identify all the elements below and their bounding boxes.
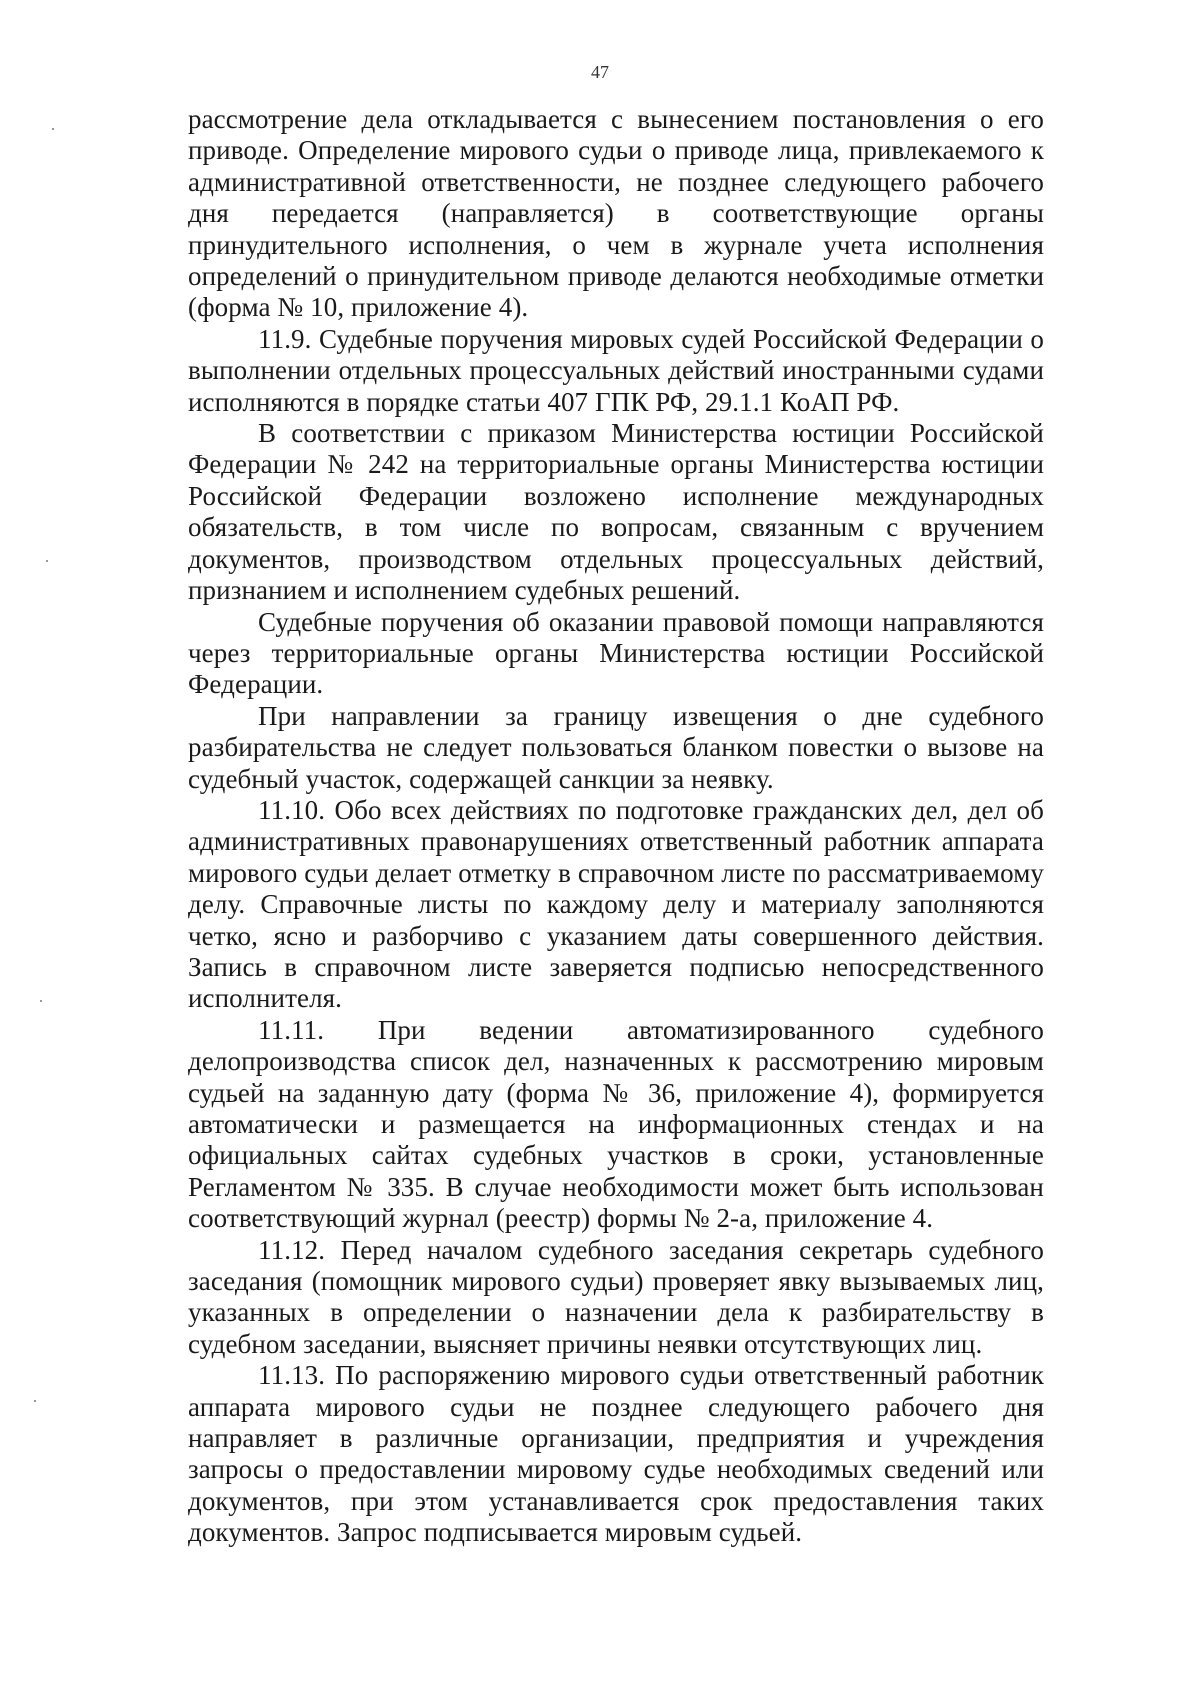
paragraph-legal-assistance: Судебные поручения об оказании правовой помощи направляются через территориальные органы Министерства юстиции Российской Федерации. <box>188 606 1044 700</box>
paragraph-11-10: 11.10. Обо всех действиях по подготовке гражданских дел, дел об административных правонарушениях ответственный работник аппарата мирового судьи делает отметку в справочном листе по рассматриваемому делу. Справочные листы по каждому делу и материалу заполняются четко, ясно и разборчиво с указанием даты совершенного действия. Запись в справочном листе заверяется подписью непосредственного исполнителя. <box>188 794 1044 1014</box>
paragraph-summons-abroad: При направлении за границу извещения о дне судебного разбирательства не следует пользоваться бланком повестки о вызове на судебный участок, содержащей санкции за неявку. <box>188 700 1044 794</box>
scan-speck <box>52 128 54 130</box>
scan-speck <box>34 1400 36 1402</box>
paragraph-continuation: рассмотрение дела откладывается с вынесением постановления о его приводе. Определение мирового судьи о приводе лица, привлекаемого к административной ответственности, не позднее следующего рабочего дня передается (направляется) в соответствующие органы принудительного исполнения, о чем в журнале учета исполнения определений о принудительном приводе делаются необходимые отметки (форма № 10, приложение 4). <box>188 104 1044 323</box>
scan-speck <box>46 560 48 562</box>
paragraph-11-13: 11.13. По распоряжению мирового судьи ответственный работник аппарата мирового судьи не позднее следующего рабочего дня направляет в различные организации, предприятия и учреждения запросы о предоставлении мировому судье необходимых сведений или документов, при этом устанавливается срок предоставления таких документов. Запрос подписывается мировым судьей. <box>188 1360 1044 1548</box>
paragraph-11-12: 11.12. Перед началом судебного заседания секретарь судебного заседания (помощник мирового судьи) проверяет явку вызываемых лиц, указанных в определении о назначении дела к разбирательству в судебном заседании, выясняет причины неявки отсутствующих лиц. <box>188 1234 1044 1359</box>
paragraph-ministry-order: В соответствии с приказом Министерства юстиции Российской Федерации № 242 на территориальные органы Министерства юстиции Российской Федерации возложено исполнение международных обязательств, в том числе по вопросам, связанным с вручением документов, производством отдельных процессуальных действий, признанием и исполнением судебных решений. <box>188 418 1044 606</box>
scan-speck <box>40 1000 42 1002</box>
paragraph-11-9: 11.9. Судебные поручения мировых судей Российской Федерации о выполнении отдельных процессуальных действий иностранными судами исполняются в порядке статьи 407 ГПК РФ, 29.1.1 КоАП РФ. <box>188 323 1044 417</box>
page-number: 47 <box>591 62 609 82</box>
paragraph-11-11: 11.11. При ведении автоматизированного судебного делопроизводства список дел, назначенных к рассмотрению мировым судьей на заданную дату (форма № 36, приложение 4), формируется автоматически и размещается на информационных стендах и на официальных сайтах судебных участков в сроки, установленные Регламентом № 335. В случае необходимости может быть использован соответствующий журнал (реестр) формы № 2-а, приложение 4. <box>188 1014 1044 1234</box>
document-body <box>188 104 1044 1549</box>
